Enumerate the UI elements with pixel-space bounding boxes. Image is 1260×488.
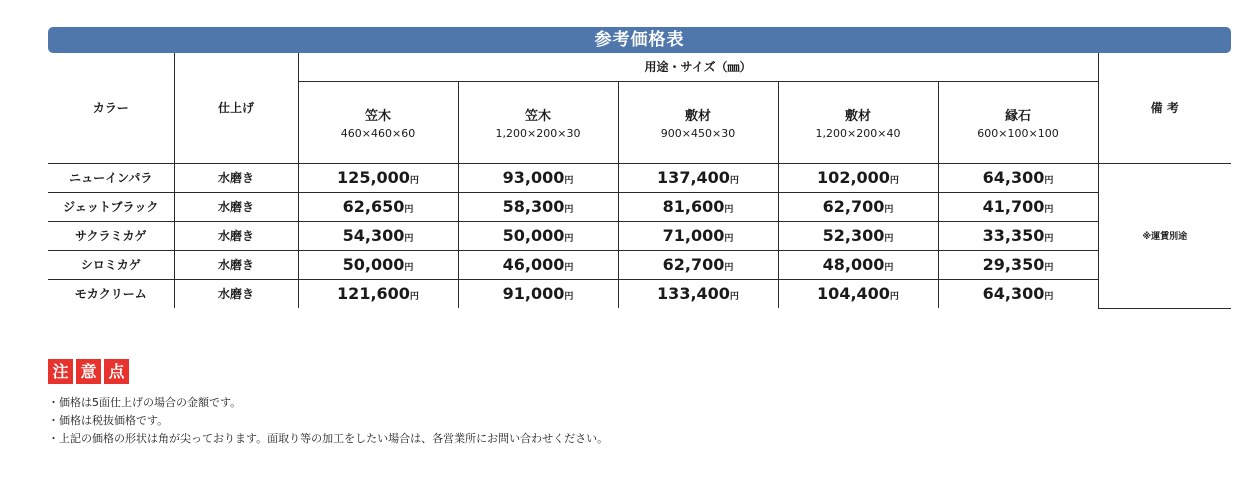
yen-unit: 円 xyxy=(404,205,414,215)
notice-badge: 意 xyxy=(76,359,101,384)
color-name: サクラミカゲ xyxy=(48,221,174,250)
yen-unit: 円 xyxy=(724,234,734,244)
column-name: 敷材 xyxy=(684,108,711,124)
header-use-size: 用途・サイズ（㎜） xyxy=(298,53,1098,81)
yen-unit: 円 xyxy=(884,205,894,215)
yen-unit: 円 xyxy=(884,263,894,273)
notice-heading xyxy=(48,359,129,384)
column-size: 900×450×30 xyxy=(660,126,736,140)
column-size: 1,200×200×40 xyxy=(815,126,901,140)
price-cell xyxy=(298,192,458,221)
price-cell xyxy=(938,279,1098,308)
notice-list xyxy=(48,394,608,448)
yen-unit: 円 xyxy=(404,263,414,273)
price-cell xyxy=(298,163,458,192)
column-name: 縁石 xyxy=(1004,108,1031,124)
column-name: 笠木 xyxy=(364,108,391,124)
header-column xyxy=(778,81,938,163)
price-value: 54,300 xyxy=(342,226,405,245)
yen-unit: 円 xyxy=(724,205,734,215)
price-value: 58,300 xyxy=(502,197,565,216)
color-name: シロミカゲ xyxy=(48,250,174,279)
price-cell xyxy=(778,279,938,308)
remarks-note: ※運賃別途 xyxy=(1098,163,1231,308)
yen-unit: 円 xyxy=(889,292,899,303)
price-cell xyxy=(778,250,938,279)
table-row xyxy=(48,163,1231,192)
notice-line: ・価格は税抜価格です。 xyxy=(48,414,169,427)
yen-unit: 円 xyxy=(564,205,574,215)
color-name: ニューインパラ xyxy=(48,163,174,192)
price-value: 50,000 xyxy=(342,255,405,274)
price-cell xyxy=(618,163,778,192)
price-cell xyxy=(458,163,618,192)
color-name: モカクリーム xyxy=(48,279,174,308)
price-cell xyxy=(778,163,938,192)
price-cell xyxy=(458,221,618,250)
price-value: 62,700 xyxy=(822,197,885,216)
price-value: 48,000 xyxy=(822,255,885,274)
yen-unit: 円 xyxy=(1044,234,1054,244)
yen-unit: 円 xyxy=(409,176,419,186)
header-column xyxy=(298,81,458,163)
table-row xyxy=(48,279,1231,308)
price-value: 52,300 xyxy=(822,226,885,245)
price-value: 64,300 xyxy=(982,284,1045,304)
header-finish: 仕上げ xyxy=(174,53,298,163)
price-cell xyxy=(938,221,1098,250)
finish-type: 水磨き xyxy=(174,221,298,250)
table-row xyxy=(48,250,1231,279)
price-cell xyxy=(298,221,458,250)
price-cell xyxy=(458,192,618,221)
price-value: 104,400 xyxy=(817,284,890,304)
yen-unit: 円 xyxy=(1044,176,1054,186)
price-cell xyxy=(778,221,938,250)
color-name: ジェットブラック xyxy=(48,192,174,221)
price-cell xyxy=(938,192,1098,221)
price-value: 81,600 xyxy=(662,197,725,216)
table-row xyxy=(48,192,1231,221)
price-value: 41,700 xyxy=(982,197,1045,216)
header-column xyxy=(618,81,778,163)
price-cell xyxy=(458,279,618,308)
yen-unit: 円 xyxy=(404,234,414,244)
yen-unit: 円 xyxy=(724,263,734,273)
notice-badge: 注 xyxy=(48,359,73,384)
price-value: 125,000 xyxy=(337,168,410,187)
price-cell xyxy=(458,250,618,279)
price-value: 137,400 xyxy=(657,168,730,187)
finish-type: 水磨き xyxy=(174,250,298,279)
notice-badge: 点 xyxy=(104,359,129,384)
yen-unit: 円 xyxy=(1044,205,1054,215)
column-size: 460×460×60 xyxy=(340,126,416,140)
price-table xyxy=(48,53,1231,309)
notice-line: ・価格は5面仕上げの場合の金額です。 xyxy=(48,396,242,409)
price-cell xyxy=(618,250,778,279)
yen-unit: 円 xyxy=(884,234,894,244)
yen-unit: 円 xyxy=(729,176,739,186)
column-size: 600×100×100 xyxy=(977,126,1059,140)
price-cell xyxy=(938,250,1098,279)
table-title: 参考価格表 xyxy=(48,27,1231,53)
price-cell xyxy=(778,192,938,221)
header-color: カラー xyxy=(48,53,174,163)
finish-type: 水磨き xyxy=(174,163,298,192)
price-value: 33,350 xyxy=(982,226,1045,245)
price-cell xyxy=(938,163,1098,192)
price-value: 64,300 xyxy=(982,168,1045,187)
price-value: 71,000 xyxy=(662,226,725,245)
header-column xyxy=(458,81,618,163)
header-column xyxy=(938,81,1098,163)
yen-unit: 円 xyxy=(729,292,739,303)
column-name: 笠木 xyxy=(524,108,551,124)
price-cell xyxy=(618,192,778,221)
price-value: 46,000 xyxy=(502,255,565,274)
price-value: 50,000 xyxy=(502,226,565,245)
price-value: 29,350 xyxy=(982,255,1045,274)
column-size: 1,200×200×30 xyxy=(495,126,581,140)
column-name: 敷材 xyxy=(844,108,871,124)
yen-unit: 円 xyxy=(564,176,574,186)
price-cell xyxy=(298,250,458,279)
price-value: 62,650 xyxy=(342,197,405,216)
price-cell xyxy=(618,279,778,308)
yen-unit: 円 xyxy=(889,176,899,186)
price-value: 102,000 xyxy=(817,168,890,187)
finish-type: 水磨き xyxy=(174,192,298,221)
finish-type: 水磨き xyxy=(174,279,298,308)
price-cell xyxy=(298,279,458,308)
price-value: 133,400 xyxy=(657,284,730,304)
yen-unit: 円 xyxy=(1044,292,1054,303)
yen-unit: 円 xyxy=(564,292,574,303)
price-value: 121,600 xyxy=(337,284,410,304)
yen-unit: 円 xyxy=(409,292,419,303)
price-value: 93,000 xyxy=(502,168,565,187)
header-remarks: 備 考 xyxy=(1098,53,1231,163)
notice-line: ・上記の価格の形状は角が尖っております。面取り等の加工をしたい場合は、各営業所にお問い合わせください。 xyxy=(48,432,609,445)
price-value: 62,700 xyxy=(662,255,725,274)
yen-unit: 円 xyxy=(1044,263,1054,273)
price-value: 91,000 xyxy=(502,284,565,304)
table-row xyxy=(48,221,1231,250)
yen-unit: 円 xyxy=(564,263,574,273)
yen-unit: 円 xyxy=(564,234,574,244)
price-cell xyxy=(618,221,778,250)
